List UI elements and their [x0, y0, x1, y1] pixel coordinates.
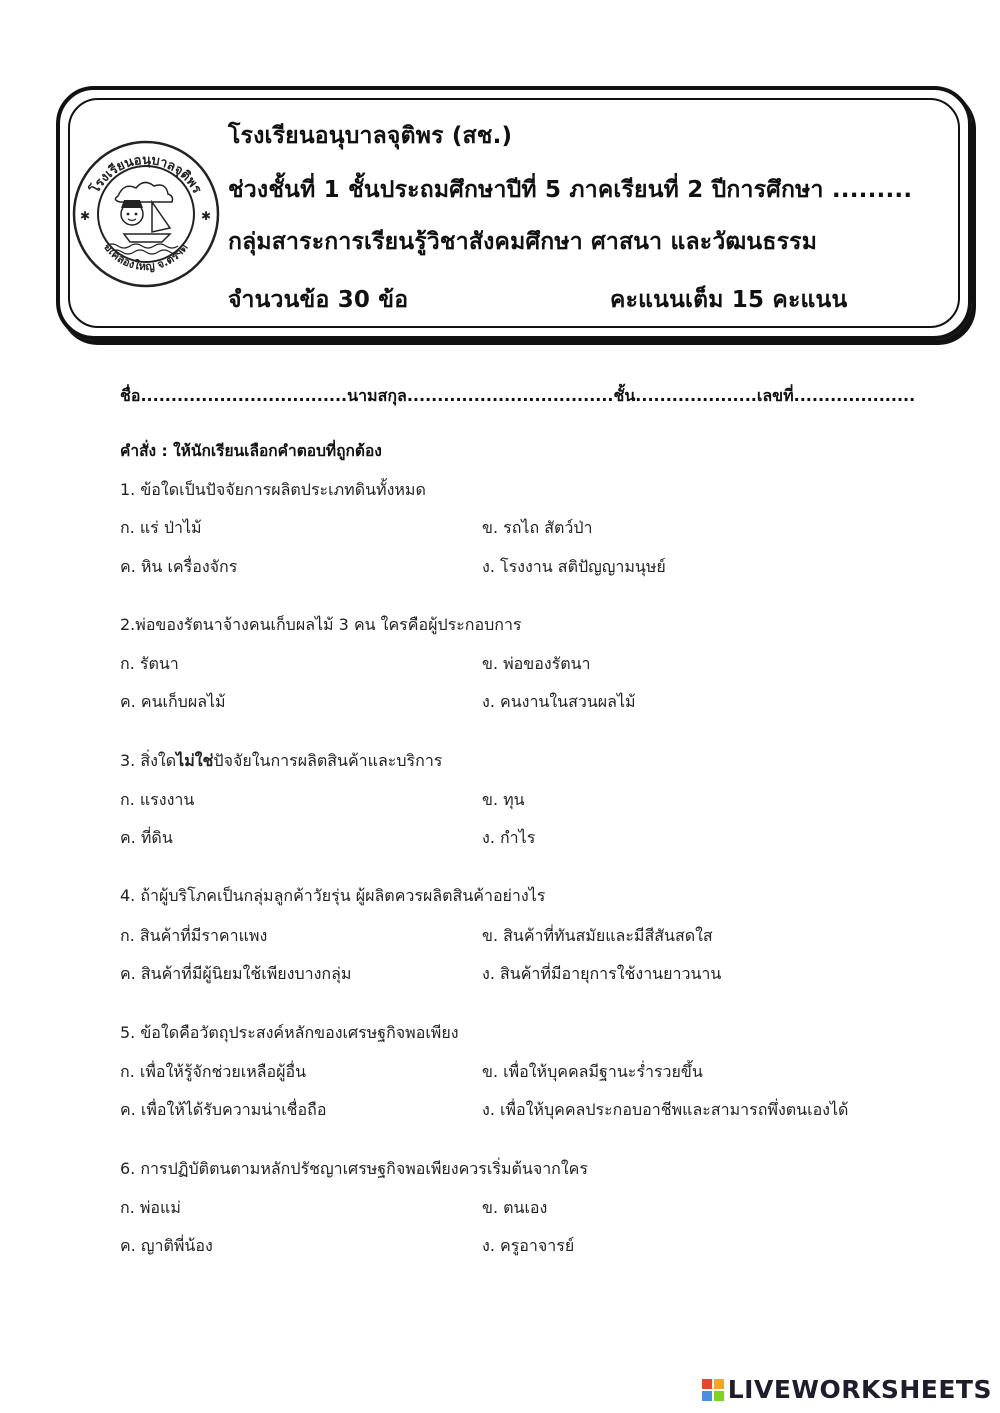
question-5: 5. ข้อใดคือวัตถุประสงค์หลักของเศรษฐกิจพอเพียง — [120, 1023, 459, 1042]
question-1: 1. ข้อใดเป็นปัจจัยการผลิตประเภทดินทั้งหมด — [120, 480, 426, 499]
grade-semester-line: ช่วงชั้นที่ 1 ชั้นประถมศึกษาปีที่ 5 ภาคเรียนที่ 2 ปีการศึกษา ......... — [228, 177, 913, 203]
q1-option-d[interactable]: ง. โรงงาน สติปัญญามนุษย์ — [482, 557, 666, 576]
q5-option-b[interactable]: ข. เพื่อให้บุคคลมีฐานะร่ำรวยขึ้น — [482, 1062, 703, 1081]
svg-text:✱: ✱ — [201, 209, 212, 223]
q4-option-a[interactable]: ก. สินค้าที่มีราคาแพง — [120, 926, 268, 945]
q1-option-b[interactable]: ข. รถไถ สัตว์ป่า — [482, 518, 593, 537]
instruction: คำสั่ง : ให้นักเรียนเลือกคำตอบที่ถูกต้อง — [120, 442, 382, 460]
q5-option-d[interactable]: ง. เพื่อให้บุคคลประกอบอาชีพและสามารถพึ่งตนเองได้ — [482, 1100, 849, 1119]
q6-option-a[interactable]: ก. พ่อแม่ — [120, 1198, 181, 1217]
seal-bottom-text: อ.คลองใหญ่ จ.ตราด — [101, 241, 191, 274]
brand-text: LIVEWORKSHEETS — [727, 1375, 992, 1404]
student-info-line[interactable]: ชื่อ..................................นามสกุล..................................ชั้น....................เลขที่.................... — [120, 386, 916, 405]
q3-option-a[interactable]: ก. แรงงาน — [120, 790, 195, 809]
q5-option-a[interactable]: ก. เพื่อให้รู้จักช่วยเหลือผู้อื่น — [120, 1062, 307, 1081]
q2-option-d[interactable]: ง. คนงานในสวนผลไม้ — [482, 692, 636, 711]
q1-option-a[interactable]: ก. แร่ ป่าไม้ — [120, 518, 202, 537]
q2-option-c[interactable]: ค. คนเก็บผลไม้ — [120, 692, 226, 711]
subject-line: กลุ่มสาระการเรียนรู้วิชาสังคมศึกษา ศาสนา และวัฒนธรรม — [228, 229, 818, 255]
question-4: 4. ถ้าผู้บริโภคเป็นกลุ่มลูกค้าวัยรุ่น ผู้ผลิตควรผลิตสินค้าอย่างไร — [120, 886, 546, 905]
question-3-emphasis: ไม่ใช่ — [176, 751, 214, 770]
question-3-prefix: 3. สิ่งใด — [120, 751, 177, 770]
seal-top-text: โรงเรียนอนุบาลจุติพร — [87, 152, 205, 197]
school-name: โรงเรียนอนุบาลจุติพร (สช.) — [228, 123, 513, 149]
q4-option-b[interactable]: ข. สินค้าที่ทันสมัยและมีสีสันสดใส — [482, 926, 713, 945]
q3-option-b[interactable]: ข. ทุน — [482, 790, 525, 809]
full-score: คะแนนเต็ม 15 คะแนน — [610, 287, 848, 313]
question-3-suffix: ปัจจัยในการผลิตสินค้าและบริการ — [213, 751, 443, 770]
item-count: จำนวนข้อ 30 ข้อ — [228, 287, 409, 313]
q4-option-c[interactable]: ค. สินค้าที่มีผู้นิยมใช้เพียงบางกลุ่ม — [120, 964, 352, 983]
q2-option-a[interactable]: ก. รัตนา — [120, 654, 179, 673]
q5-option-c[interactable]: ค. เพื่อให้ได้รับความน่าเชื่อถือ — [120, 1100, 327, 1119]
q2-option-b[interactable]: ข. พ่อของรัตนา — [482, 654, 591, 673]
q6-option-d[interactable]: ง. ครูอาจารย์ — [482, 1236, 575, 1255]
q3-option-c[interactable]: ค. ที่ดิน — [120, 828, 173, 847]
question-2: 2.พ่อของรัตนาจ้างคนเก็บผลไม้ 3 คน ใครคือผู้ประกอบการ — [120, 615, 522, 634]
question-6: 6. การปฏิบัติตนตามหลักปรัชญาเศรษฐกิจพอเพียงควรเริ่มต้นจากใคร — [120, 1159, 588, 1178]
liveworksheets-logo-icon — [702, 1379, 724, 1401]
svg-text:โรงเรียนอนุบาลจุติพร — [86, 153, 205, 197]
liveworksheets-brand — [702, 1375, 992, 1404]
q4-option-d[interactable]: ง. สินค้าที่มีอายุการใช้งานยาวนาน — [482, 964, 722, 983]
svg-text:✱: ✱ — [80, 209, 91, 223]
school-seal-logo — [70, 138, 222, 290]
q3-option-d[interactable]: ง. กำไร — [482, 828, 536, 847]
q6-option-c[interactable]: ค. ญาติพี่น้อง — [120, 1236, 213, 1255]
q6-option-b[interactable]: ข. ตนเอง — [482, 1198, 548, 1217]
question-3 — [120, 749, 442, 774]
q1-option-c[interactable]: ค. หิน เครื่องจักร — [120, 557, 238, 576]
